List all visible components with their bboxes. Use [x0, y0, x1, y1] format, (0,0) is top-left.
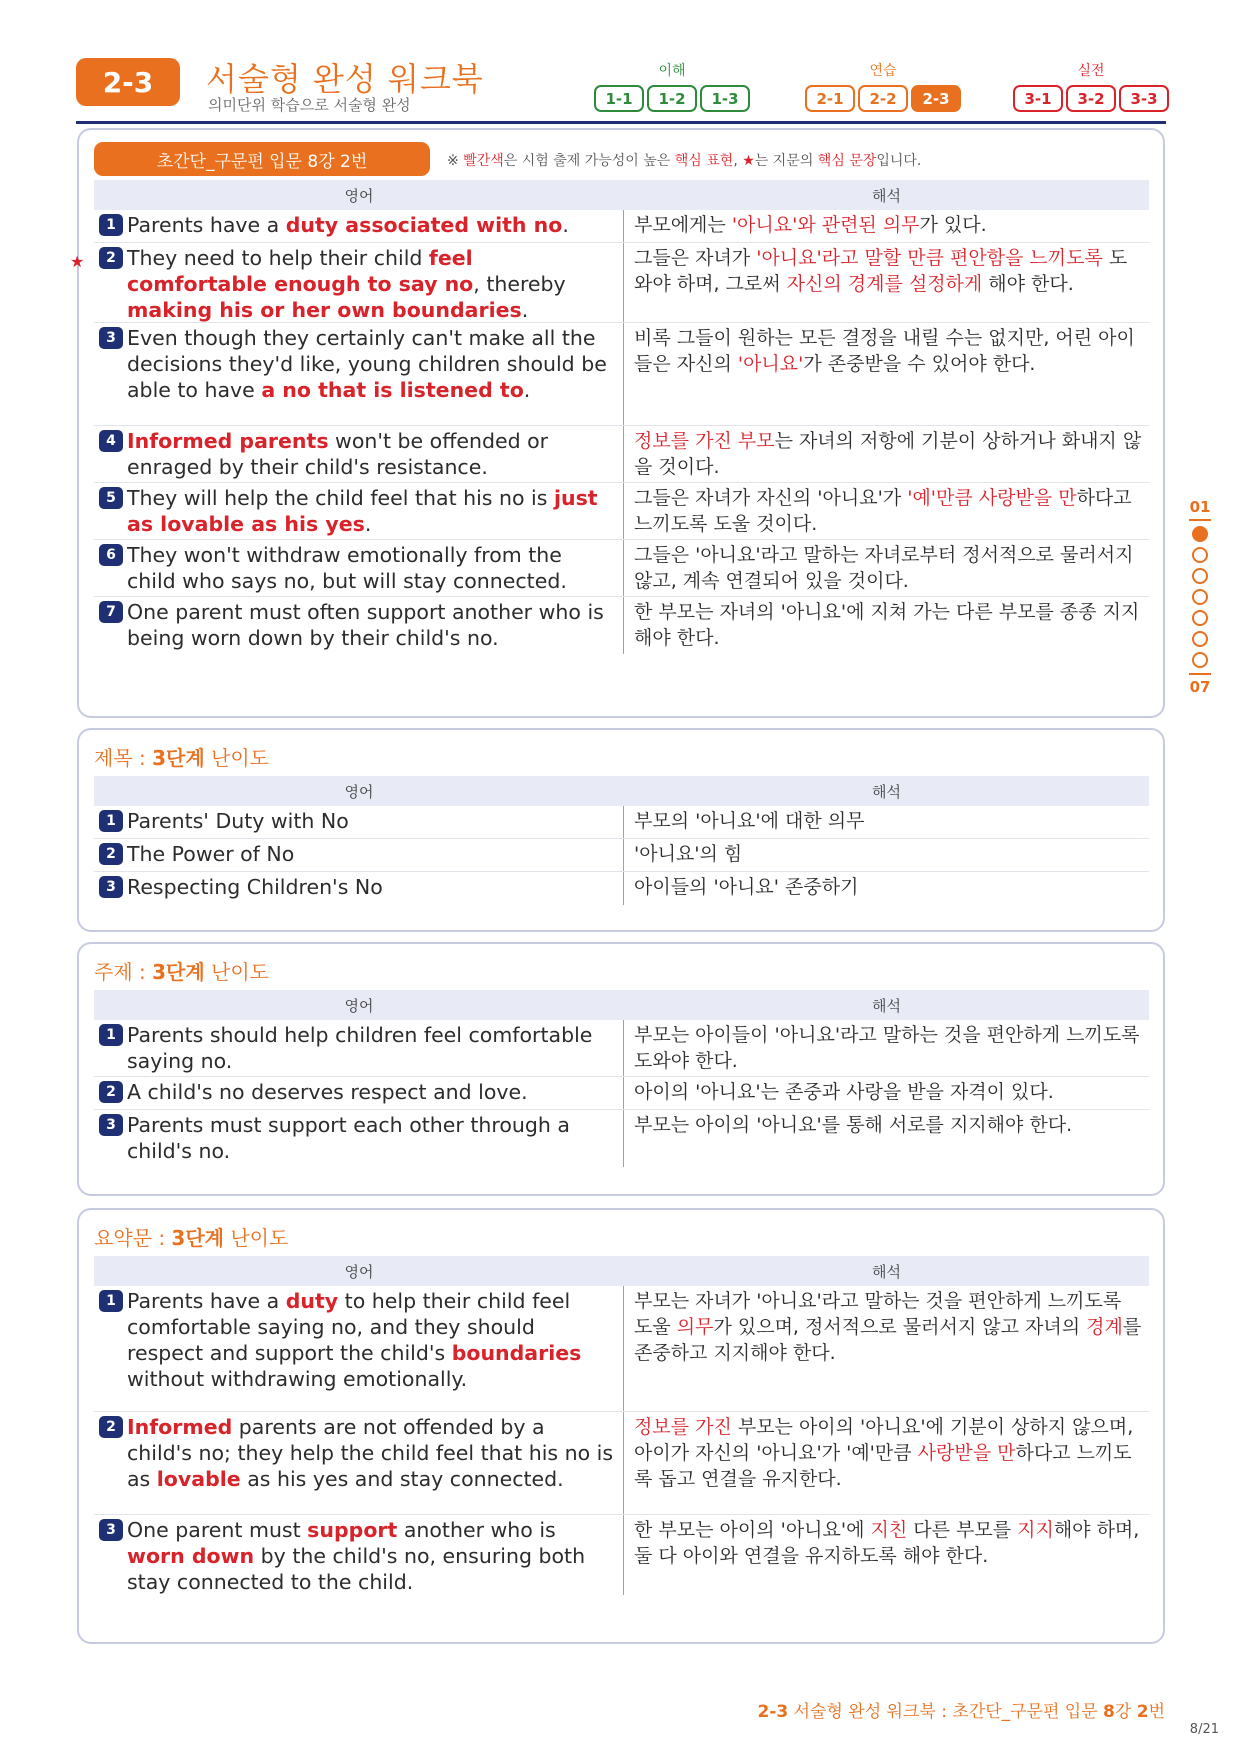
- korean-cell: [624, 540, 1149, 596]
- english-cell: [94, 1110, 624, 1167]
- text-segment: Even though they certainly can't make all the decisions they'd like, young children should be able to have: [127, 326, 607, 402]
- english-text: The Power of No: [127, 842, 295, 866]
- table-row: [94, 210, 1149, 243]
- theme-panel: [77, 942, 1165, 1196]
- level-group-real: [1013, 60, 1169, 112]
- table-header: [94, 1256, 1149, 1286]
- text-segment: 를 존중하고 지지해야 한다.: [634, 1316, 1142, 1364]
- key-expression: '아니요'라고 말할 만큼 편안함을 느끼도록: [756, 247, 1103, 269]
- key-expression: '예'만큼 사랑받을 만: [907, 487, 1077, 509]
- text-segment: 비록 그들이 원하는 모든 결정을 내릴 수는 없지만, 어린 아이들은 자신의: [634, 327, 1135, 375]
- level-chip-2-1[interactable]: 2-1: [805, 85, 855, 112]
- progress-dot: [1192, 631, 1208, 647]
- korean-cell: 아이들의 '아니요' 존중하기: [634, 876, 859, 898]
- sentence-number: 2: [99, 1081, 123, 1103]
- level-chip-1-2[interactable]: 1-2: [647, 85, 697, 112]
- english-cell: [70, 243, 624, 322]
- sentence-number: 3: [99, 1519, 123, 1541]
- key-expression: boundaries: [451, 1341, 582, 1365]
- key-expression: duty: [285, 1289, 339, 1313]
- key-expression: 정보를 가진 부모: [634, 430, 775, 452]
- korean-cell: [624, 243, 1149, 322]
- english-cell: [94, 597, 624, 654]
- column-header-korean: 해석: [872, 1262, 901, 1281]
- key-expression: 정보를 가진: [634, 1416, 732, 1438]
- table-row: [94, 1286, 1149, 1412]
- key-expression: worn down: [127, 1544, 255, 1568]
- progress-dot: [1192, 589, 1208, 605]
- text-segment: as his yes and stay connected.: [240, 1467, 564, 1491]
- text-segment: 부모는 아이의 '아니요'에 기분이 상하지 않으며, 아이가 자신의 '아니요'가 '예'만큼: [634, 1416, 1134, 1464]
- english-cell: [94, 540, 624, 596]
- korean-cell: [624, 1412, 1149, 1514]
- title-panel: [77, 728, 1165, 932]
- key-expression: 사랑받을 만: [917, 1442, 1016, 1464]
- key-expression: 자신의 경계를 설정하게: [786, 273, 983, 295]
- table-row: [94, 1412, 1149, 1515]
- key-sentence-star-icon: ★: [70, 252, 85, 271]
- level-chip-1-1[interactable]: 1-1: [594, 85, 644, 112]
- page-progress: [1186, 498, 1214, 696]
- table-row: [94, 1020, 1149, 1077]
- text-segment: Parents have a: [127, 1289, 286, 1313]
- progress-divider: [1189, 519, 1211, 521]
- key-expression: a no that is listened to: [261, 378, 524, 402]
- english-text: [127, 212, 615, 239]
- key-expression: 경계: [1086, 1316, 1123, 1338]
- key-expression: lovable: [156, 1467, 241, 1491]
- level-label: 연습: [869, 63, 897, 79]
- text-segment: One parent must often support another who is being worn down by their child's no.: [127, 600, 604, 650]
- text-segment: to help their child feel comfortable saying no, and they should respect and support the child's: [127, 1289, 571, 1365]
- page-subtitle: 의미단위 학습으로 서술형 완성: [208, 96, 411, 114]
- table-row: [94, 1077, 1149, 1110]
- text-segment: by the child's no, ensuring both stay connected to the child.: [127, 1544, 586, 1594]
- table-header: [94, 180, 1149, 210]
- progress-divider: [1189, 673, 1211, 675]
- key-expression: duty associated with no: [285, 213, 563, 237]
- sentence-number: 1: [99, 214, 123, 236]
- progress-dot: [1192, 652, 1208, 668]
- english-cell: [94, 483, 624, 539]
- table-header: [94, 776, 1149, 806]
- key-expression: feel comfortable enough to say no: [127, 246, 474, 296]
- level-chip-3-3[interactable]: 3-3: [1119, 85, 1169, 112]
- progress-dot: [1192, 547, 1208, 563]
- level-group-practice: [805, 60, 961, 112]
- text-segment: 부모에게는: [634, 214, 732, 236]
- progress-dots: [1186, 526, 1214, 668]
- footer-caption: 2-3 서술형 완성 워크북 : 초간단_구문편 입문 8강 2번: [757, 1702, 1165, 1722]
- english-text: [127, 1517, 615, 1592]
- progress-start: 01: [1189, 498, 1211, 516]
- key-expression: '아니요'와 관련된 의무: [731, 214, 920, 236]
- key-expression: 지지: [1017, 1519, 1054, 1541]
- text-segment: 가 존중받을 수 있어야 한다.: [803, 353, 1036, 375]
- korean-cell: 아이의 '아니요'는 존중과 사랑을 받을 자격이 있다.: [634, 1081, 1054, 1103]
- english-cell: [94, 806, 624, 838]
- page-header: [76, 52, 1166, 124]
- column-header-korean: 해석: [872, 996, 901, 1015]
- english-text: [127, 325, 615, 422]
- table-row: [94, 426, 1149, 483]
- text-segment: They will help the child feel that his no is: [127, 486, 554, 510]
- text-segment: They won't withdraw emotionally from the child who says no, but will stay connected.: [127, 543, 567, 593]
- text-segment: 다른 부모를: [907, 1519, 1018, 1541]
- sentence-number: 2: [99, 247, 123, 269]
- level-label: 이해: [658, 63, 686, 79]
- sentence-number: 2: [99, 1416, 123, 1438]
- english-text: A child's no deserves respect and love.: [127, 1080, 528, 1104]
- korean-cell: [624, 323, 1149, 425]
- text-segment: 그들은 자녀가 자신의 '아니요'가: [634, 487, 908, 509]
- table-row: [94, 1110, 1149, 1167]
- summary-table: [94, 1256, 1149, 1595]
- korean-cell: [624, 426, 1149, 482]
- table-row: [70, 243, 1149, 323]
- sentence-number: 3: [99, 327, 123, 349]
- text-segment: 해야 한다.: [982, 273, 1074, 295]
- lesson-tag: 초간단_구문편 입문 8강 2번: [94, 142, 430, 176]
- text-segment: One parent must: [127, 1518, 308, 1542]
- key-expression: '아니요': [737, 353, 804, 375]
- sentence-number: 3: [99, 1114, 123, 1136]
- section-title: 요약문 : 3단계 난이도: [94, 1226, 289, 1250]
- table-row: [94, 872, 1149, 905]
- summary-panel: [77, 1208, 1165, 1644]
- english-cell: [94, 1412, 624, 1514]
- column-header-english: 영어: [344, 186, 374, 205]
- english-text: [127, 245, 615, 322]
- sentence-number: 1: [99, 1024, 123, 1046]
- text-segment: 부모는 자녀가 '아니요'라고 말하는 것을 편안하게 느끼도록 도울: [634, 1290, 1122, 1338]
- theme-table: [94, 990, 1149, 1167]
- english-cell: [94, 426, 624, 482]
- english-cell: [94, 323, 624, 425]
- key-expression: making his or her own boundaries: [127, 298, 522, 322]
- level-group-understand: [594, 60, 750, 112]
- english-text: [127, 428, 615, 479]
- header-divider: [76, 121, 1166, 124]
- progress-dot: [1192, 610, 1208, 626]
- english-text: Parents should help children feel comfortable saying no.: [127, 1023, 593, 1073]
- table-row: [94, 323, 1149, 426]
- english-cell: [94, 1020, 624, 1076]
- english-cell: [94, 210, 624, 242]
- level-chip-2-2[interactable]: 2-2: [858, 85, 908, 112]
- passage-rows: [70, 210, 1149, 654]
- text-segment: 한 부모는 자녀의 '아니요'에 지쳐 가는 다른 부모를 종종 지지해야 한다.: [634, 601, 1140, 649]
- sentence-number: 7: [99, 601, 123, 623]
- level-badge: 2-3: [76, 58, 180, 106]
- sentence-number: 4: [99, 430, 123, 452]
- english-text: [127, 542, 615, 593]
- text-segment: 그들은 '아니요'라고 말하는 자녀로부터 정서적으로 물러서지 않고, 계속 연결되어 있을 것이다.: [634, 544, 1134, 592]
- english-text: Respecting Children's No: [127, 875, 383, 899]
- text-segment: .: [364, 512, 372, 536]
- text-segment: 한 부모는 아이의 '아니요'에: [634, 1519, 871, 1541]
- title-table: [94, 776, 1149, 905]
- english-cell: [94, 839, 624, 871]
- text-segment: another who is: [397, 1518, 556, 1542]
- level-label: 실전: [1077, 63, 1105, 79]
- key-expression: just as lovable as his yes: [127, 486, 598, 536]
- text-segment: 그들은 자녀가: [634, 247, 757, 269]
- text-segment: .: [562, 213, 569, 237]
- text-segment: won't be offended or enraged by their child's resistance.: [127, 429, 549, 479]
- table-row: [94, 483, 1149, 540]
- column-header-korean: 해석: [872, 782, 901, 801]
- english-cell: [94, 1286, 624, 1411]
- column-header-korean: 해석: [872, 186, 901, 205]
- title-rows: [94, 806, 1149, 905]
- passage-panel: [70, 128, 1165, 718]
- theme-rows: [94, 1020, 1149, 1167]
- text-segment: 하다고 느끼도록 돕고 연결을 유지한다.: [634, 1442, 1132, 1490]
- korean-cell: [624, 1515, 1149, 1595]
- table-row: [94, 806, 1149, 839]
- column-header-english: 영어: [344, 782, 374, 801]
- sentence-number: 5: [99, 487, 123, 509]
- key-expression: 지친: [870, 1519, 908, 1541]
- sentence-number: 3: [99, 876, 123, 898]
- text-segment: 도와야 하며, 그로써: [634, 247, 1128, 295]
- korean-cell: [624, 483, 1149, 539]
- english-text: [127, 485, 615, 536]
- korean-cell: [624, 1286, 1149, 1411]
- notice-text: ※ 빨간색은 시험 출제 가능성이 높은 핵심 표현, ★는 지문의 핵심 문장입니다.: [447, 153, 922, 169]
- sentence-number: 6: [99, 544, 123, 566]
- level-chip-3-1[interactable]: 3-1: [1013, 85, 1063, 112]
- english-text: [127, 1288, 615, 1408]
- english-text: Parents' Duty with No: [127, 809, 349, 833]
- key-expression: Informed: [127, 1415, 233, 1439]
- korean-cell: 부모는 아이들이 '아니요'라고 말하는 것을 편안하게 느끼도록 도와야 한다.: [634, 1024, 1140, 1072]
- key-expression: Informed parents: [127, 429, 329, 453]
- text-segment: without withdrawing emotionally.: [127, 1367, 468, 1391]
- korean-cell: 부모의 '아니요'에 대한 의무: [634, 810, 865, 832]
- page-title: 서술형 완성 워크북: [206, 60, 484, 98]
- text-segment: parents are not offended by a child's no; they help the child feel that his no is as: [127, 1415, 614, 1491]
- column-header-english: 영어: [344, 1262, 374, 1281]
- text-segment: .: [523, 378, 531, 402]
- sentence-number: 2: [99, 843, 123, 865]
- passage-table: [70, 180, 1149, 654]
- korean-cell: '아니요'의 힘: [634, 843, 743, 865]
- progress-dot: [1192, 568, 1208, 584]
- level-chip-3-2[interactable]: 3-2: [1066, 85, 1116, 112]
- text-segment: 하다고 느끼도록 도울 것이다.: [634, 487, 1132, 535]
- korean-cell: [624, 597, 1149, 654]
- text-segment: 가 있으며, 정서적으로 물러서지 않고 자녀의: [713, 1316, 1087, 1338]
- level-chip-2-3[interactable]: 2-3: [911, 85, 961, 112]
- english-text: [127, 599, 615, 651]
- column-header-english: 영어: [344, 996, 374, 1015]
- english-text: [127, 1414, 615, 1511]
- key-expression: 의무: [676, 1316, 714, 1338]
- level-chip-1-3[interactable]: 1-3: [700, 85, 750, 112]
- english-text: Parents must support each other through a child's no.: [127, 1113, 570, 1163]
- korean-cell: [624, 210, 1149, 242]
- text-segment: They need to help their child: [127, 246, 429, 270]
- text-segment: 는 자녀의 저항에 기분이 상하거나 화내지 않을 것이다.: [634, 430, 1142, 478]
- english-cell: [94, 1077, 624, 1109]
- table-row: [94, 597, 1149, 654]
- text-segment: .: [521, 298, 529, 322]
- sentence-number: 1: [99, 1290, 123, 1312]
- progress-dot-current: [1192, 526, 1208, 542]
- table-header: [94, 990, 1149, 1020]
- korean-cell: 부모는 아이의 '아니요'를 통해 서로를 지지해야 한다.: [634, 1114, 1073, 1136]
- section-title: 주제 : 3단계 난이도: [94, 960, 269, 984]
- table-row: [94, 839, 1149, 872]
- sentence-number: 1: [99, 810, 123, 832]
- text-segment: , thereby: [473, 272, 566, 296]
- english-cell: [94, 1515, 624, 1595]
- text-segment: 가 있다.: [919, 214, 987, 236]
- key-expression: support: [307, 1518, 398, 1542]
- english-cell: [94, 872, 624, 905]
- section-title: 제목 : 3단계 난이도: [94, 746, 269, 770]
- table-row: [94, 540, 1149, 597]
- page-number: 8/21: [1189, 1722, 1219, 1737]
- progress-end: 07: [1189, 678, 1211, 696]
- table-row: [94, 1515, 1149, 1595]
- summary-rows: [94, 1286, 1149, 1595]
- text-segment: Parents have a: [127, 213, 286, 237]
- text-segment: 해야 하며, 둘 다 아이와 연결을 유지하도록 해야 한다.: [634, 1519, 1140, 1567]
